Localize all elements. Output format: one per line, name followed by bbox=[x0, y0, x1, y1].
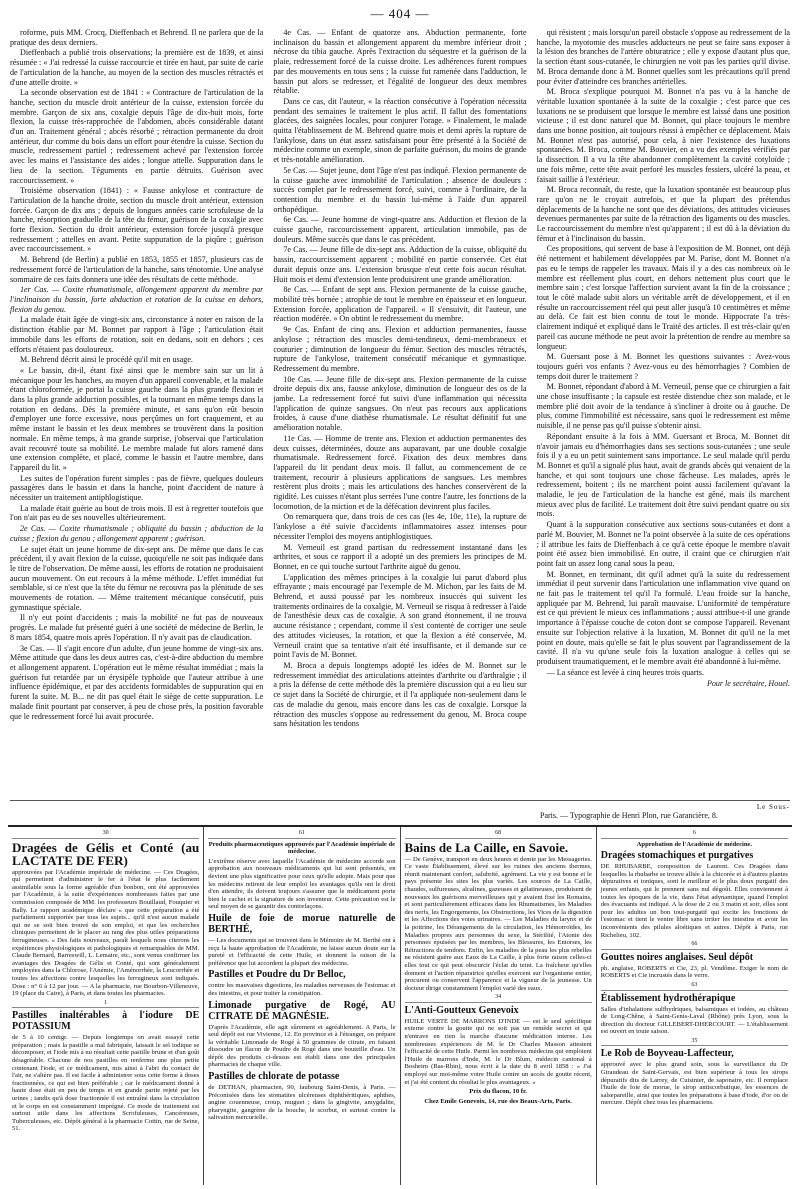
ad-number: 6 bbox=[601, 830, 788, 839]
ad-title: Gouttes noires anglaises. Seul dépôt bbox=[600, 951, 754, 963]
paragraph: La malade était guérie au bout de trois mois. Il est à regretter toutefois que l'on n'ait pas eu de ses nouvelles ultérieurement. bbox=[10, 503, 264, 523]
paragraph: 10e Cas. — Jeune fille de dix-sept ans. Flexion permanente de la cuisse droite depuis dix ans, fausse ankylose, diminution de longueur des os de la jambe. La redressement forcé fut suivi d'une inflammation qui nécessita l'application de quinze sangsues. On n'eut pas recours aux applications froides, à cause d'une diathèse rhumatismale. Le résultat définitif fut une amélioration notable. bbox=[273, 374, 527, 433]
secretary-signature: Pour le secrétaire, Houel. bbox=[706, 679, 790, 689]
ad-column-3 bbox=[401, 827, 597, 1185]
ad-number: 63 bbox=[601, 982, 788, 991]
paragraph: Ces propositions, qui servent de base à l'exposition de M. Bonnet, ont déjà été nettement et habilement développées par M. Parise, dont M. Bonnet n'a pas eu le temps de rappeler les travaux. Mais il y a des cas nombreux où le membre est réellement plus court, en dehors nettement plus court que le membre sain ; c'est lorsque l'affection survient avant la fin de la croissance ; tout le côté malade subit alors un véritable arrêt de développement, et il en résulte un raccourcissement réel qui peut aller jusqu'à 10 centimètres et même au delà. Ce fait est bien connu de tout le monde. Hippocrate l'a très-clairement indiqué et expliqué dans le Traité des articles. Il est très-clair qu'en pareil cas aucune méthode ne peut avoir la prétention de rendre au membre sa longueur. bbox=[536, 244, 790, 351]
ad-address: Chez Emile Genevoix, 14, rue des Beaux-Arts, Paris. bbox=[424, 1097, 572, 1105]
ad-body: de 5 à 10 centigr. — Depuis longtemps on avait essayé cette préparation ; mais la pastille a mal fabriquée, laissait le sel iodique se décomposer, et l'iode mis à nu résultait cette pastille brune et d'un goût désagréable. Chacune de nos pastilles en renferme une plus petite contenant l'iode, et ce médicament, mis ainsi à l'abri du contact de l'air, ne s'altère pas. Il est facile à administrer sous cette forme à doses fractionnées, ce qui est bien préférable ; car le médicament donné à haute dose était en peu de temps et en grande partie rejeté par les urines ; tandis qu'à dose fractionnée il est entraîné dans la circulation et le corps en est constamment imprégné. Ce mode de traitement est surtout utile dans les affections Scrofuleuses, Cancéreuses, Tuberculeuses, etc. Dépôt général à la pharmacie Cottin, rue de Seine, 51. bbox=[12, 1034, 200, 1133]
ad-number: 1 bbox=[12, 1000, 199, 1009]
article-column-1 bbox=[10, 28, 263, 814]
ad-header: Approbation de l'Académie de médecine. bbox=[636, 840, 753, 848]
article-column-3 bbox=[537, 28, 790, 814]
advertisements bbox=[8, 825, 792, 1185]
ad-body: approuvé avec le plus grand soin, sous la surveillance du Dr Giraudeau de Saint-Gervais, est bien supérieur à tous les sirops dépuratifs dits de Larrey, de Cuisinier, de saponaire, etc. Il remplace l'huile de foie de morue, le sirop antiscorbutique, les essences de salsepareille, ainsi que toutes les préparations à base d'iode, d'or ou de mercure. Dépôt chez tous les pharmaciens. bbox=[600, 1061, 788, 1107]
paragraph: « Le bassin, dit-il, étant fixé ainsi que le membre sain sur un lit à mécanique pour les hanches, au moyen d'un appareil convenable, et la malade étant chloroformée, je portai la cuisse gauche dans la plus grande flexion et dans la plus grande adduction possibles, et la tournant en même temps dans la rotation en dedans. Dès la première minute, et sans qu'on eût besoin d'employer une force excessive, nous perçûmes un fort craquement, et au même instant le bassin et les deux membres se trouvèrent dans la position normale. En même temps, à ma grande surprise, j'observai que l'articulation avait recouvré toute sa mobilité. Le membre malade fut alors ramené dans une extension complète, et placé, comme le bassin et l'autre membre, dans l'appareil du lit. » bbox=[10, 365, 264, 472]
sous-presse: Le Sous- bbox=[756, 803, 790, 811]
paragraph: On remarquera que, dans trois de ces cas (les 4e, 10e, 11e), la rupture de l'ankylose a été suivie d'accidents inflammatoires assez intenses pour nécessiter l'emploi des moyens antiphlogistiques. bbox=[273, 512, 527, 541]
paragraph: 6e Cas. — Jeune homme de vingt-quatre ans. Adduction et flexion de la cuisse gauche, raccourcissement apparent, articulation immobile, pas de douleurs. Même succès que dans le cas précédent. bbox=[273, 215, 527, 244]
paragraph: roforme, puis MM. Crocq, Dieffenbach et Behrend. Il ne parlera que de la pratique des deux derniers. bbox=[10, 28, 264, 47]
ad-title: Produits pharmaceutiques approuvés par l'Académie impériale de médecine. bbox=[208, 840, 396, 856]
ad-title: Dragées stomachiques et purgatives bbox=[600, 850, 754, 862]
paragraph: Troisième observation (1841) : « Fausse ankylose et contracture de l'articulation de la hanche droite, section du muscle droit antérieur, extension forcée. Garçon de dix ans ; depuis de longues années carie scrofuleuse de la hanche, résorption graduelle de la tête du fémur, guérison de la coxalgie avec forte flexion. Section du droit antérieur, extension forcée jusqu'à presque redressement ; attelles en avant. Petite suppuration de la piqûre ; guérison avec raccourcissement. » bbox=[10, 186, 264, 254]
paragraph: — La séance est levée à cinq heures trois quarts. bbox=[546, 667, 704, 677]
paragraph: 5e Cas. — Sujet jeune, dont l'âge n'est pas indiqué. Flexion permanente de la cuisse gauche avec immobilité de l'articulation ; absence de douleurs : succès complet par le redressement forcé, suivi, comme à l'ordinaire, de la contention du membre et du bassin lui-même à l'aide d'un appareil orthopédique. bbox=[273, 165, 527, 214]
ad-title: Huile de foie de morue naturelle de BERTHÉ, bbox=[208, 912, 396, 935]
ad-number: 61 bbox=[208, 830, 395, 839]
paragraph: 11e Cas. — Homme de trente ans. Flexion et adduction permanentes des deux cuisses, déterminées, douze ans auparavant, par une double coxalgie rhumatismale. Redressement forcé. Fixation des deux membres dans l'appareil du lit pendant deux mois. Il fallut, au commencement de ce traitement, recourir à plusieurs applications de sangsues. Les membres restèrent plus droits ; mais les articulations des hanches conservèrent de la rigidité. Les cuisses n'étant plus serrées l'une contre l'autre, les fonctions de la locomotion, de la miction et de la défécation devinrent plus faciles. bbox=[273, 433, 527, 511]
ad-body: Salles d'inhalations sulfhydriques, balsamiques et iodées, au château de Long-Chêne, à Saint-Genis-Laval (Rhône) près Lyon, sous la direction du docteur GILLEBERT-DHERCOURT. — L'établissement est ouvert en toute saison. bbox=[600, 1005, 788, 1036]
case-heading: 1er Cas. — Coxite rhumatismale, allongement apparent du membre par l'inclinaison du bassin, forte abduction et rotation de la cuisse en dehors, flexion du genou. bbox=[10, 285, 264, 314]
ad-number: 35 bbox=[601, 1038, 788, 1047]
ad-title: Pastilles de chlorate de potasse bbox=[208, 1071, 340, 1083]
page-number: — 404 — bbox=[370, 6, 430, 21]
ad-column-1 bbox=[8, 827, 204, 1185]
ad-number: 68 bbox=[405, 830, 592, 839]
paragraph: M. Behrend (de Berlin) a publié en 1853, 1855 et 1857, plusieurs cas de redressement forcé de l'articulation de la hanche, sans ténotomie. Une analyse sommaire de ces faits donnera une idée des résultats de cette méthode. bbox=[10, 255, 264, 284]
article-column-2 bbox=[273, 28, 526, 814]
divider bbox=[10, 800, 790, 801]
ad-column-2 bbox=[204, 827, 400, 1185]
ad-title: Pastilles et Poudre du Dr Belloc, bbox=[208, 969, 346, 981]
paragraph: 3e Cas. — Il s'agit encore d'un adulte, d'un jeune homme de vingt-six ans. Même attitude que dans les deux autres cas, c'est-à-dire abduction du membre et allongement apparent. L'opération eut le même résultat immédiat ; mais la guérison fut retardée par un érysipèle typhoïde que l'auteur attribue à une influence épidémique, et par des accidents formidables de suppuration qui en furent la suite. M. B... ne dit pas quel était le siège de cette suppuration. Le malade finit pourtant par conserver, à peu de chose près, la position favorable que le redressement forcé lui avait procurée. bbox=[10, 643, 264, 721]
ad-number: 34 bbox=[405, 994, 592, 1003]
paragraph: M. Broca reconnaît, du reste, que la luxation spontanée est beaucoup plus rare qu'on ne le croyait autrefois, et que la plupart des prétendus déplacements de la hanche ne sont que des déviations, des attitudes vicieuses devenues permanentes par suite de la rétraction des ligaments ou des muscles. Le raccourcissement du membre n'est qu'apparent ; il est dû à la déviation du fémur et à l'inclinaison du bassin. bbox=[536, 185, 790, 243]
ad-body: D'après l'Académie, elle agit sûrement et agréablement. A Paris, le seul dépôt est rue Vivienne, 12. En province et à l'étranger, on prépare la véritable Limonade de Rogé à 50 grammes de citrate, en faisant dissoudre un flacon de Poudre de Rogé dans une bouteille d'eau. Un dépôt des produits ci-dessus est établi dans une des principales pharmacies de chaque ville. bbox=[208, 1023, 396, 1069]
paragraph: 4e Cas. — Enfant de quatorze ans. Abduction permanente, forte inclinaison du bassin et allongement apparent du membre inférieur droit ; nécrose du tibia gauche. Après l'extraction du séquestre et la guérison de la plaie, redressement forcé de la cuisse droite. Les adhérences furent rompues par des mouvements en tous sens ; la cuisse fut ramenée dans l'adduction, le bassin put alors se redresser, et l'égalité de longueur des deux membres rétablie. bbox=[273, 28, 527, 96]
paragraph: M. Guersant pose à M. Bonnet les questions suivantes : Avez-vous toujours guéri vos enfants ? Avez-vous eu des hémorrhagies ? Combien de temps doit durer le traitement ? bbox=[536, 352, 790, 381]
ad-title: Limonade purgative de Rogé, AU CITRATE DE MAGNÉSIE. bbox=[208, 999, 396, 1022]
ad-body: — De Genève, transport en deux heures et demie par les Messageries. Ce vaste Établissement, élevé sur les ruines des anciens thermes, réunit maintenant confort, salubrité, agrément. La vie y est bonne et le pays présente les sites les plus variés. Les sources de La Caille, chaudes, sulfureuses, alcalines, gazeuses et gélatineuses, produisent de nouveaux les guérisons merveilleuses qui y avaient fixé les Romains, et sont particulièrement efficaces dans les Rhumatismes, les Maladies des nerfs, les Engorgements, les Obstructions, les Vices de la digestion et les Affections des voies urinaires. — Les Maladies du larynx et de la poitrine, les Dérangements de la circulation, les Hémorroïdes, les Maladies propres aux personnes du sexe, la Stérilité, l'Atonie des personnes épuisées par les membres, les Blessures, les Entorses, les Rétractions de tendons. Enfin, les maladies de la peau les plus rebelles ne résistent guère aux Eaux de La Caille, à plus forte raison celles-ci elles tout ce qui peut obscurcir l'éclat du teint. La fraîcheur qu'elles donnent et l'action réparatrice qu'elles exercent sur l'organisme entier, procurent ou conservent l'apparence et la vigueur de la jeunesse. Un docteur dirige constamment l'emploi varié des eaux. bbox=[404, 855, 592, 992]
paragraph: 7e Cas. — Jeune fille de dix-sept ans. Adduction de la cuisse, obliquité du bassin, raccourcissement apparent ; mobilité en partie conservée. Cet état durait depuis onze ans. L'extension brusque n'eut cette fois aucun résultat. Huit mois et demi d'extension lente produisirent une grande amélioration. bbox=[273, 245, 527, 284]
paragraph: M. Verneuil est grand partisan du redressement instantané dans les arthrites, et sous ce rapport il a adopté un des premiers les principes de M. Bonnet, en ce qui touche surtout l'arthrite aiguë du genou. bbox=[273, 542, 527, 571]
paragraph: qui résistent ; mais lorsqu'un pareil obstacle s'oppose au redressement de la hanche, la myotomie des muscles adducteurs ne peut se faire sans exposer à la lésion des branches de l'artère obturatrice ; elle y expose d'autant plus que, la section étant sous-cutanée, le chirurgien ne voit pas les parties qu'il divise. M. Broca demande donc à M. Bonnet quelles sont les précautions qu'il prend pour éviter d'atteindre ces branches artérielles. bbox=[536, 28, 790, 86]
paragraph: Dieffenbach a publié trois observations; la première est de 1839, et ainsi résumée : « J'ai redressé la cuisse raccourcie et tirée en haut, par suite de carie de l'articulation de la hanche, au moyen de la section des muscles rétractés et d'une attelle droite. » bbox=[10, 48, 264, 87]
paragraph: 9e Cas. Enfant de cinq ans. Flexion et adduction permanentes, fausse ankylose ; rétraction des muscles demi-tendineux, demi-membraneux et couturier ; diminution de longueur du fémur. Section des muscles rétractés, rupture de l'ankylose, traitement consécutif mécanique et gymnastique. Redressement du membre. bbox=[273, 325, 527, 373]
ad-body: de DETHAN, pharmacien, 90, faubourg Saint-Denis, à Paris. — Préconisées dans les stomatites ulcéreuses diphthéritiques, aphthes, angine couenneuse, croup, muguet ; dans la gingivite, amygdalite, pharyngite, gangrène de la bouche, le scorbut, et surtout contre la salivation mercurielle. bbox=[208, 1084, 396, 1122]
paragraph: L'application des mêmes principes à la coxalgie lui parut d'abord plus effrayante ; mais encouragé par l'exemple de M. Michon, par les faits de M. Behrend, et aussi poussé par les nombreux insuccès qui suivent les traitements ordinaires de la coxalgie, M. Verneuil se risqua à redresser à l'aide de l'anesthésie deux cas de coxalgie. A son grand étonnement, il ne trouva aucune résistance ; cependant, comme il s'est contenté de corriger une seule des attitudes vicieuses, la rotation, et que la flexion a été conservée, M. Verneuil craint que sa tentative n'ait été insuffisante, et il demande sur ce point l'avis de M. Bonnet. bbox=[273, 572, 527, 660]
ad-number: 30 bbox=[12, 830, 199, 839]
paragraph: M. Bonnet, en terminant, dit qu'il admet qu'à la suite du redressement immédiat il peut survenir dans l'articulation une inflammation vive quand on ne fait pas le traitement tel qu'il l'a formulé. L'eau froide sur la hanche, appliquée par M. Behrend, lui paraît mauvaise. L'uniformité de température est ce qui prévient le mieux ces inflammations ; aussi attribue-t-il une grande importance à l'épaisse couche de coton dont se compose l'appareil. Revenant ensuite sur l'objection relative à la luxation, M. Bonnet dit qu'il ne la met point en doute, mais qu'elle se fait le plus souvent par l'agrandissement de la cavité. Il n'a vu qu'une seule fois la luxation analogue à celles qui se produisent traumatiquement, et le membre avait été abandonné à lui-même. bbox=[536, 569, 790, 666]
ad-title: Pastilles inaltérables à l'iodure DE POTASSIUM bbox=[12, 1010, 200, 1033]
ad-body: contre les mauvaises digestions, les maladies nerveuses de l'estomac et des intestins, et pour traiter la constipation. bbox=[208, 982, 396, 997]
paragraph: Il n'y eut point d'accidents ; mais la mobilité ne fut pas de nouveaux progrès. Le malade fut présenté guéri à une société de médecine de Berlin, le 8 mars 1854, quatre mois après l'opération. Il n'y avait pas de claudication. bbox=[10, 613, 264, 642]
article-columns bbox=[10, 28, 790, 814]
paragraph: Les suites de l'opération furent simples : pas de fièvre, quelques douleurs passagères dans le bassin et dans la hanche, point d'accident de nature à nécessiter un traitement antiphlogistique. bbox=[10, 473, 264, 503]
paragraph: M. Bonnet, répondant d'abord à M. Verneuil, pense que ce chirurgien a fait une chose insuffisante ; la capsule est restée distendue chez son malade, et le membre plié doit avoir de la tendance à s'incliner à droite ou à gauche. De plus, comme l'immobilité est nécessaire, sans quoi le redressement est même nuisible, il ne pense pas qu'il puisse s'obtenir ainsi. bbox=[536, 382, 790, 431]
paragraph: Dans ce cas, dit l'auteur, « la réaction consécutive à l'opération nécessita pendant des semaines le traitement le plus actif. Il fallut des fomentations glacées, des saignées locales, pour conjurer l'orage. » Finalement, le malade quitta l'établissement de M. Behrend quatre mois et demi après la rupture de l'ankylose, dans un état assez satisfaisant pour être présenté à la Société de médecine comme un exemple, sinon de parfaite guérison, du moins de grande et très-notable amélioration. bbox=[273, 96, 527, 165]
case-heading: 2e Cas. — Coxite rhumatismale ; obliquité du bassin ; abduction de la cuisse ; flexion du genou ; allongement apparent ; guérison. bbox=[10, 524, 264, 543]
printer-line: Paris. — Typographie de Henri Plon, rue Garancière, 8. bbox=[540, 811, 718, 820]
ad-title: L'Anti-Goutteux Genevoix bbox=[404, 1004, 519, 1016]
paragraph: Répondant ensuite à la fois à MM. Guersant et Broca, M. Bonnet dit n'avoir jamais eu d'hémorrhagies dans ses sections sous-cutanées ; une seule fois il y a eu un petit suintement sans importance. Le seul malade qu'il perdu M. Bonnet et qu'il a signalé plus haut, avait de grands abcès qui venaient de la hanche, et qui sont toujours une chose fâcheuse. Les malades, après le redressement, boitent ; ils ne marchent point aussi facilement qu'avant la maladie, le jeu de l'articulation de la hanche est gêné, mais ils marchent mieux avec plus de facilité. Le traitement doit être suivi pendant quatre ou six mois. bbox=[536, 431, 790, 519]
ad-title: Bains de La Caille, en Savoie. bbox=[404, 839, 569, 855]
printer-imprint bbox=[540, 803, 790, 820]
paragraph: M. Behrend décrit ainsi le procédé qu'il mit en usage. bbox=[20, 355, 193, 365]
paragraph: M. Broca s'explique pourquoi M. Bonnet n'a pas vu à la hanche de véritable luxation spontanée à la suite de la coxalgie ; c'est parce que ces luxations ne se produisent que lorsque le membre est laissé dans une position vicieuse ; il est donc naturel que M. Bonnet, qui place toujours le membre dans une bonne position, ait toujours réussi à empêcher ce déplacement. Mais M. Bonnet n'est pas autorisé, pour cela, à nier l'existence des luxations spontanées. M. Broca, comme M. Bouvier, en a vu des exemples vérifiés par la dissection. Il a vu la tête abandonner complètement la cavité cotyloïde ; une fois même, cette tête avait perforé les muscles fessiers, ulcéré la peau, et faisait saillie à l'extérieur. bbox=[536, 87, 790, 184]
paragraph: La malade était âgée de vingt-six ans, circonstance à noter en raison de la distinction établie par M. Bonnet par rapport à l'âge ; l'articulation était immobile dans les efforts de rotation, soit en dedans, soit en dehors ; ces efforts n'étaient pas douloureux. bbox=[10, 315, 264, 354]
ad-title: Le Rob de Boyveau-Laffecteur, bbox=[600, 1048, 734, 1060]
ad-body: ph. anglaise, ROBERTS et Cie, 23, pl. Vendôme. Exiger le nom de ROBERTS et Cie incrustés dans le verre. bbox=[600, 964, 788, 980]
ad-column-4 bbox=[597, 827, 792, 1185]
paragraph: 8e Cas. — Enfant de sept ans. Flexion permanente de la cuisse gauche, mobilité très bornée ; atrophie de tout le membre en épaisseur et en longueur. Extension forcée, application de l'appareil. « Il s'ensuivit, dit l'auteur, une réaction modérée. » On obtint le redressement du membre. bbox=[273, 285, 527, 324]
ad-body: HUILE VERTE DE MARRONS D'INDE — est le seul spécifique externe contre la goutte qui ne soit pas un remède secret et qui n'entrave en rien la marche d'aucune médication interne. Les nombreuses expériences de M. le Dr Charles Masson attestent l'efficacité de cette Huile. Parmi les nombreux médecins qui emploient l'Huile de marrons d'Inde, M. le Dr Blum, médecin cantonal à Bosheim (Bas-Rhin), nous écrit à la date du 8 avril 1858 : « J'ai employé sur moi-même votre Huile contre un accès de goutte récent, et j'ai été content du résultat le plus avantageux. » bbox=[404, 1017, 592, 1086]
paragraph: Quant à la suppuration consécutive aux sections sous-cutanées et dont a parlé M. Bouvier, M. Bonnet ne l'a point observée à la suite de ces opérations ; il attribue les faits de Dieffenbach à ce qu'à cette époque le membre n'avait point été assez bien immobilisé. En outre, il craint que ce chirurgien n'ait point fait un assez long canal sous la peau. bbox=[536, 520, 790, 568]
ad-body: approuvées par l'Académie impériale de médecine. — Ces Dragées, qui permettent d'administrer le fer à l'état le plus facilement assimilable sous la forme agréable d'un bonbon, ont été approuvées par l'Académie, à la suite d'expériences nombreuses faites par une commission composée de MM. les professeurs Bouillaud, Fouquier et Bally. Le rapport académique déclare « que cette préparation a été parfaitement supportée par tous les sujets... qu'il n'est aucun malade qui ne se soit bien trouvé de son emploi, et que les recherches cliniques permettent de le placer au rang des plus utiles préparations ferrugineuses. » Des faits nouveaux, paraît lesquels nous citerons les expériences physiologiques et pathologiques et remarquables de MM. Claude Bernard, Barreswill, L. Lemaire, etc., sont venus confirmer les avantages des Dragées de Gélis et Conté, qui sont généralement employées dans la Chlorose, l'Anémie, l'Aménorrhée, la Leucorrhée et toutes les affections contre lesquelles les ferrugineux sont indiqués. Dose : n° 6 à 12 par jour. — A la pharmacie, rue Bourbon-Villeneuve, 19 (place du Caire), à Paris, et dans toutes les pharmacies. bbox=[12, 868, 200, 998]
ad-body: — Les documents qui se trouvent dans le Mémoire de M. Berthé ont à reçu la haute approbation de l'Académie, ne laisse aucun doute sur la pureté et l'efficacité de cette Huile, et donnent la raison de la préférence que lui accordent la plupart des médecins. bbox=[208, 936, 396, 967]
paragraph: La seconde observation est de 1841 : « Contracture de l'articulation de la hanche, section du muscle droit antérieur de la cuisse, extension forcée du membre. Garçon de six ans, coxalgie depuis l'âge de dix-huit mois, forte flexion, la cuisse très-rapprochée de l'abdomen, abcès considérable datant d'un an. Traitement général ; abcès résorbé ; rétraction permanente du droit antérieur, dur comme du bois dans un effort pour étendre la cuisse. Section du muscle, redressement partiel ; redressement achevé par l'extension forcée avec les mains et l'assistance des aides ; longue attelle. Suppuration dans le lieu de la section. Téguments en partie détruits. Guérison avec raccourcissement. » bbox=[10, 88, 264, 185]
ad-price: Prix du flacon, 10 fr. bbox=[469, 1088, 527, 1096]
ad-number: 66 bbox=[601, 941, 788, 950]
paragraph: Le sujet était un jeune homme de dix-sept ans. De même que dans le cas précédent, il y avait flexion de la cuisse, quoiqu'elle ne soit pas indiquée dans le titre de l'observation. De même aussi, les efforts de rotation ne produisaient aucun mouvement. On eut recours à la même méthode. L'effet immédiat fut semblable, si ce n'est que la tête du fémur ne recouvra pas la plénitude de ses mouvements de rotation. — Même traitement mécanique consécutif, puis gymnastique spéciale. bbox=[10, 544, 264, 612]
ad-body: L'extrême réserve avec laquelle l'Académie de médecine accorde son approbation aux nouveaux médicaments qui lui sont présentés, en devient une plus significative pour ceux qu'elle adopte. Mais pour que les médecins retirent de leur emploi les avantages qu'ils ont le droit d'en attendre, ils doivent toujours s'assurer que le médicament porte bien le cachet et la signature de son inventeur. Cette précaution est le seul moyen de se garantir des contrefaçons. bbox=[208, 857, 396, 911]
ad-title: Établissement hydrothérapique bbox=[600, 992, 736, 1004]
paragraph: M. Broca a depuis longtemps adopté les idées de M. Bonnet sur le redressement immédiat des articulations atteintes d'arthrite ou d'arthralgie ; il a pris la défense de cette méthode dès la première discussion qui a eu lieu sur ce sujet dans la Société de chirurgie, et il l'a appliquée non-seulement dans le cas de maladie du genou, mais encore dans les cas de coxalgie. Lorsque la rétraction des muscles s'oppose au redressement du genou, M. Broca coupe sans hésitation les tendons bbox=[273, 661, 527, 729]
ad-body: DE RHUBARBE, composition de Laurent. Ces Dragées dans lesquelles la rhubarbe se trouve alliée à la chicorée et à d'autres plantes dépuratives et toniques, sont le meilleur et le plus doux purgatif des jeunes enfants, qui le prennent sans nul dégoût. Elles conviennent à toutes les époques de la vie, dans l'état adynamique, quand l'emploi des évacuants est indiqué. A la dose de 2 ou 3 matin et soir, elles sont pour les adultes un bon tout-purgatif qui excite les fonctions de l'estomac et tient le ventre libre sans irriter les intestins et avoir les inconvénients des pilules aloétiques et autres. Dépôt à Paris, rue Richelieu, 102. bbox=[600, 863, 788, 939]
ad-title: Dragées de Gélis et Conté (au LACTATE DE FER) bbox=[12, 839, 200, 868]
